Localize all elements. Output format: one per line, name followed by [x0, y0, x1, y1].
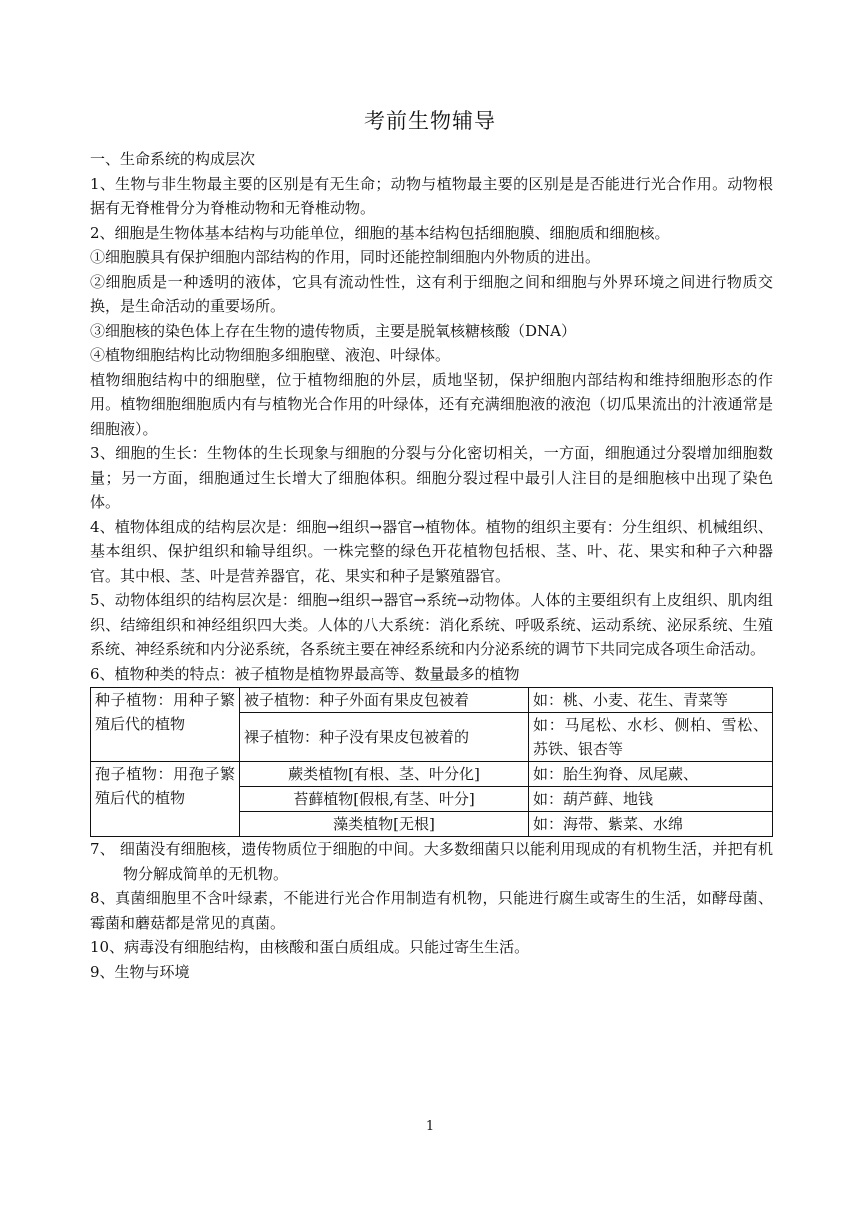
gymnosperm-cell: 裸子植物：种子没有果皮包被着的	[240, 713, 529, 762]
paragraph-2d: ④植物细胞结构比动物细胞多细胞壁、液泡、叶绿体。	[90, 346, 451, 364]
paragraph-2: 2、细胞是生物体基本结构与功能单位，细胞的基本结构包括细胞膜、细胞质和细胞核。	[90, 223, 670, 242]
gymnosperm-examples: 如：马尾松、水杉、侧柏、雪松、苏铁、银杏等	[529, 713, 773, 762]
paragraph-2e: 植物细胞结构中的细胞壁，位于植物细胞的外层，质地坚韧，保护细胞内部结构和维持细胞形态的作用。植物细胞细胞质内有与植物光合作用的叶绿体，还有充满细胞液的液泡（切瓜果流出的汁液通常是细胞液）。	[90, 370, 773, 438]
moss-cell: 苔藓植物[假根,有茎、叶分]	[240, 787, 529, 812]
spore-plant-category: 孢子植物：用孢子繁殖后代的植物	[91, 762, 240, 837]
paragraph-10: 10、病毒没有细胞结构，由核酸和蛋白质组成。只能过寄生生活。	[90, 938, 530, 956]
algae-examples: 如：海带、紫菜、水绵	[529, 812, 773, 837]
page-title: 考前生物辅导	[364, 109, 496, 133]
paragraph-1: 1、生物与非生物最主要的区别是有无生命；动物与植物最主要的区别是是否能进行光合作用。动物根据有无脊椎骨分为脊椎动物和无脊椎动物。	[90, 174, 773, 217]
section-heading: 一、生命系统的构成层次	[90, 150, 256, 168]
paragraph-2b: ②细胞质是一种透明的液体，它具有流动性性，这有利于细胞之间和细胞与外界环境之间进行物质交换，是生命活动的重要场所。	[90, 272, 773, 315]
paragraph-3: 3、细胞的生长：生物体的生长现象与细胞的分裂与分化密切相关，一方面，细胞通过分裂增加细胞数量；另一方面，细胞通过生长增大了细胞体积。细胞分裂过程中最引人注目的是细胞核中出现了染色体。	[90, 444, 773, 511]
page-number: 1	[425, 1119, 435, 1134]
paragraph-4: 4、植物体组成的结构层次是：细胞→组织→器官→植物体。植物的组织主要有：分生组织、机械组织、基本组织、保护组织和输导组织。一株完整的绿色开花植物包括根、茎、叶、花、果实和种子六种器官。其中根、茎、叶是营养器官，花、果实和种子是繁殖器官。	[90, 517, 773, 585]
paragraph-9: 9、生物与环境	[90, 962, 190, 981]
table-row	[91, 688, 773, 713]
paragraph-2a: ①细胞膜具有保护细胞内部结构的作用，同时还能控制细胞内外物质的进出。	[90, 248, 601, 266]
moss-examples: 如：葫芦藓、地钱	[529, 787, 773, 812]
plant-types-table	[90, 687, 773, 837]
paragraph-8: 8、真菌细胞里不含叶绿素，不能进行光合作用制造有机物，只能进行腐生或寄生的生活，如酵母菌、霉菌和蘑菇都是常见的真菌。	[90, 889, 773, 932]
paragraph-2c: ③细胞核的染色体上存在生物的遗传物质，主要是脱氧核糖核酸（DNA）	[90, 321, 576, 340]
paragraph-7: 7、 细菌没有细胞核，遗传物质位于细胞的中间。大多数细菌只以能利用现成的有机物生活，并把有机物分解成简单的无机物。	[90, 840, 773, 883]
fern-examples: 如：胎生狗脊、凤尾蕨、	[529, 762, 773, 787]
angiosperm-examples: 如：桃、小麦、花生、青菜等	[529, 688, 773, 713]
document-body	[90, 147, 773, 984]
algae-cell: 藻类植物[无根]	[240, 812, 529, 837]
seed-plant-category: 种子植物：用种子繁殖后代的植物	[91, 688, 240, 762]
fern-cell: 蕨类植物[有根、茎、叶分化]	[240, 762, 529, 787]
paragraph-6: 6、植物种类的特点：被子植物是植物界最高等、数量最多的植物	[90, 664, 520, 683]
angiosperm-cell: 被子植物：种子外面有果皮包被着	[240, 688, 529, 713]
paragraph-5: 5、动物体组织的结构层次是：细胞→组织→器官→系统→动物体。人体的主要组织有上皮组织、肌肉组织、结缔组织和神经组织四大类。人体的八大系统：消化系统、呼吸系统、运动系统、泌尿系统、生殖系统、神经系统和内分泌系统，各系统主要在神经系统和内分泌系统的调节下共同完成各项生命活动。	[90, 591, 773, 658]
table-row	[91, 762, 773, 787]
